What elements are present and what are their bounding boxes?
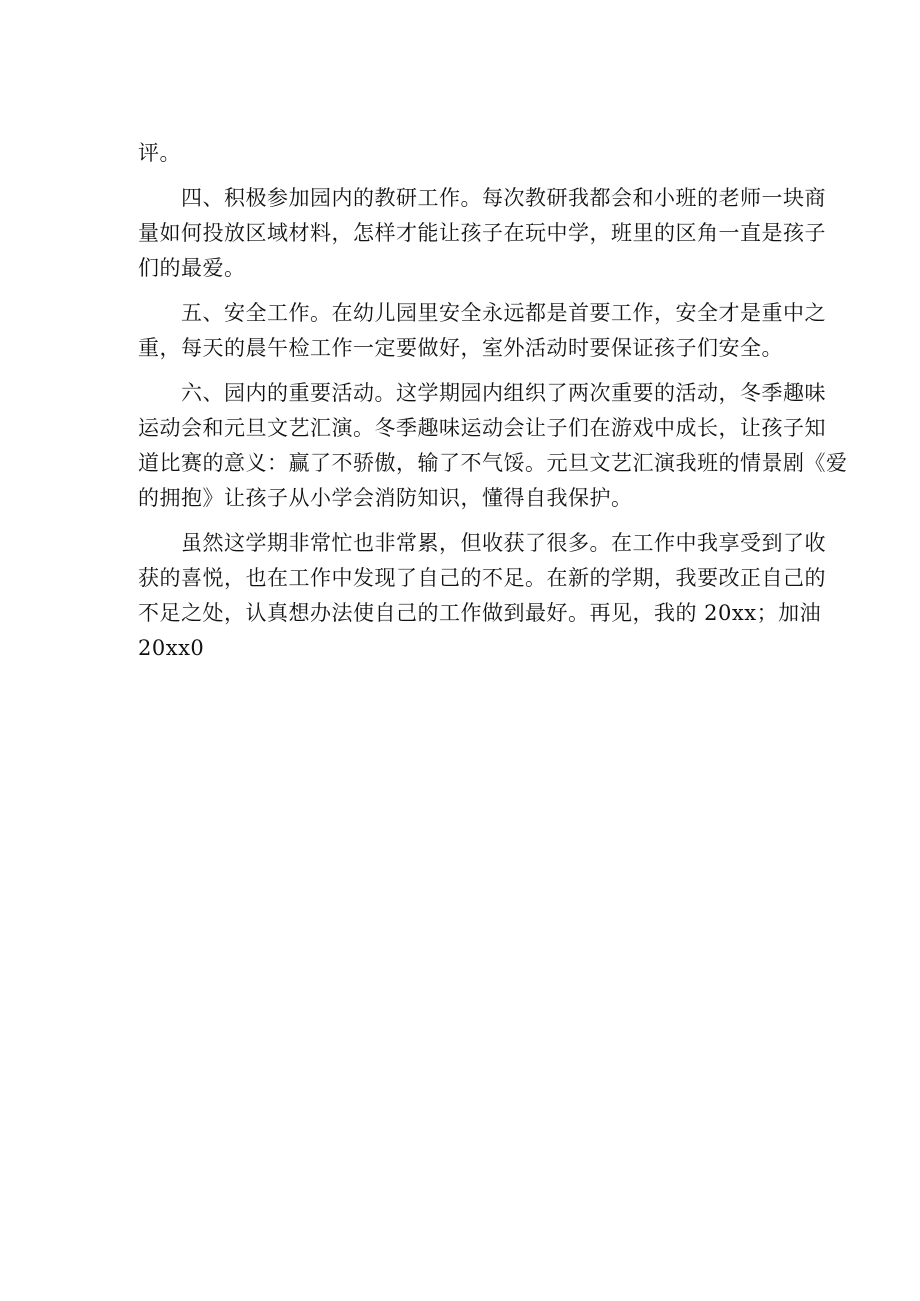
text-line: 不足之处，认真想办法使自己的工作做到最好。再见，我的 20xx；加油 (138, 601, 822, 625)
text-line: 五、安全工作。在幼儿园里安全永远都是首要工作，安全才是重中之 (138, 301, 826, 325)
paragraph-research-work (138, 181, 826, 286)
text-line: 六、园内的重要活动。这学期园内组织了两次重要的活动，冬季趣味 (138, 381, 826, 405)
document-body (138, 136, 848, 676)
text-line: 重，每天的晨午检工作一定要做好，室外活动时要保证孩子们安全。 (138, 336, 783, 360)
text-line: 获的喜悦，也在工作中发现了自己的不足。在新的学期，我要改正自己的 (138, 566, 826, 590)
paragraph-important-activities (138, 376, 848, 516)
text-line: 的拥抱》让孩子从小学会消防知识，懂得自我保护。 (138, 486, 633, 510)
text-line: 量如何投放区域材料，怎样才能让孩子在玩中学，班里的区角一直是孩子 (138, 221, 826, 245)
text-line: 四、积极参加园内的教研工作。每次教研我都会和小班的老师一块商 (138, 186, 826, 210)
text-line: 运动会和元旦文艺汇演。冬季趣味运动会让子们在游戏中成长，让孩子知 (138, 416, 826, 440)
text-line: 评。 (138, 141, 181, 165)
paragraph-safety-work (138, 296, 826, 366)
text-line: 道比赛的意义：赢了不骄傲，输了不气馁。元旦文艺汇演我班的情景剧《爱 (138, 451, 848, 475)
paragraph-continuation (138, 136, 786, 171)
text-line: 虽然这学期非常忙也非常累，但收获了很多。在工作中我享受到了收 (138, 531, 826, 555)
paragraph-conclusion (138, 526, 826, 666)
text-line: 们的最爱。 (138, 256, 246, 280)
text-line: 20xx0 (138, 636, 205, 660)
